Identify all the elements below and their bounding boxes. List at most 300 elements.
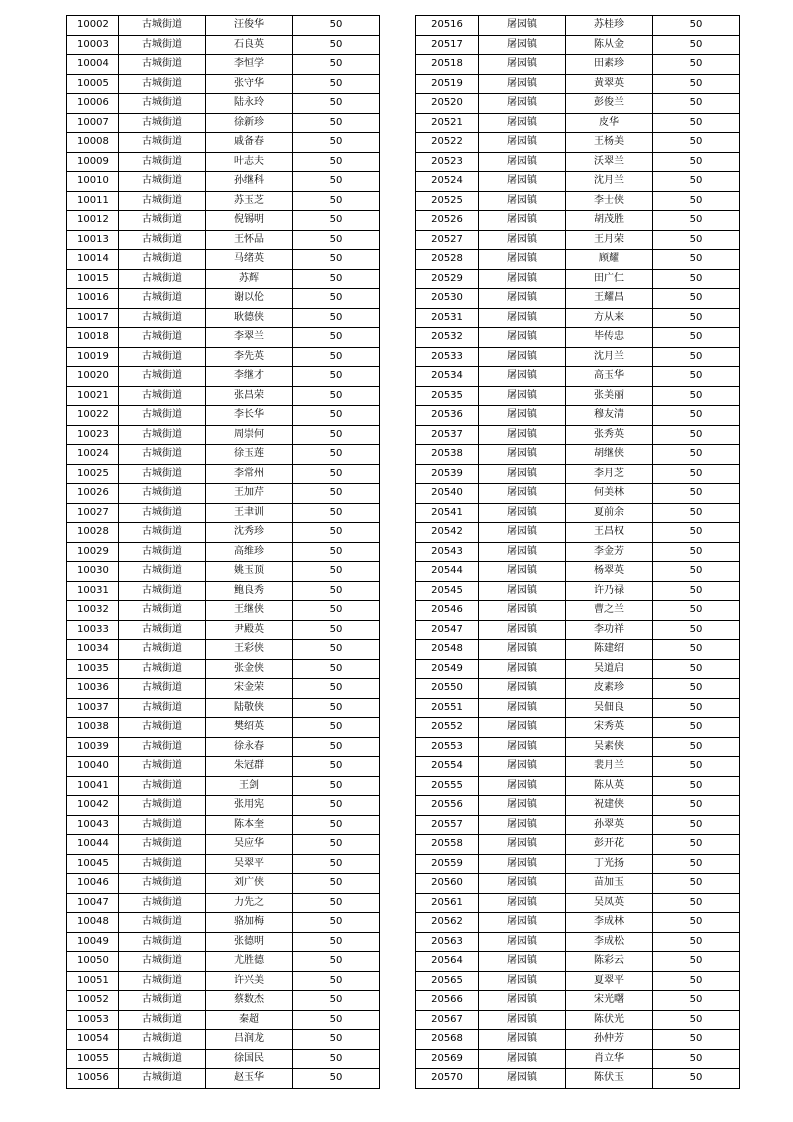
amount-cell: 50: [653, 425, 740, 445]
id-cell: 10043: [67, 815, 119, 835]
amount-cell: 50: [653, 815, 740, 835]
district-cell: 屠园镇: [479, 113, 566, 133]
id-cell: 20536: [416, 406, 479, 426]
district-cell: 屠园镇: [479, 250, 566, 270]
table-row: [67, 659, 380, 679]
district-cell: 古城街道: [119, 211, 206, 231]
id-cell: 10022: [67, 406, 119, 426]
district-cell: 古城街道: [119, 152, 206, 172]
table-row: [416, 269, 740, 289]
amount-cell: 50: [653, 971, 740, 991]
table-row: [416, 503, 740, 523]
table-row: [416, 893, 740, 913]
id-cell: 20531: [416, 308, 479, 328]
amount-cell: 50: [653, 913, 740, 933]
name-cell: 沈月兰: [566, 347, 653, 367]
district-cell: 古城街道: [119, 581, 206, 601]
name-cell: 王彩侠: [206, 640, 293, 660]
name-cell: 陈从金: [566, 35, 653, 55]
name-cell: 何美林: [566, 484, 653, 504]
name-cell: 鲍良秀: [206, 581, 293, 601]
district-cell: 屠园镇: [479, 815, 566, 835]
district-cell: 屠园镇: [479, 679, 566, 699]
id-cell: 10023: [67, 425, 119, 445]
table-row: [416, 542, 740, 562]
amount-cell: 50: [293, 289, 380, 309]
amount-cell: 50: [293, 172, 380, 192]
district-cell: 古城街道: [119, 328, 206, 348]
id-cell: 20533: [416, 347, 479, 367]
table-row: [416, 679, 740, 699]
id-cell: 10005: [67, 74, 119, 94]
id-cell: 20551: [416, 698, 479, 718]
table-row: [67, 971, 380, 991]
amount-cell: 50: [653, 328, 740, 348]
district-cell: 古城街道: [119, 1049, 206, 1069]
name-cell: 耿德侠: [206, 308, 293, 328]
id-cell: 20516: [416, 16, 479, 36]
name-cell: 李继才: [206, 367, 293, 387]
amount-cell: 50: [653, 269, 740, 289]
district-cell: 屠园镇: [479, 230, 566, 250]
name-cell: 宋秀英: [566, 718, 653, 738]
id-cell: 10030: [67, 562, 119, 582]
amount-cell: 50: [293, 1049, 380, 1069]
table-row: [67, 796, 380, 816]
table-row: [67, 386, 380, 406]
table-row: [67, 718, 380, 738]
table-row: [67, 776, 380, 796]
district-cell: 屠园镇: [479, 191, 566, 211]
table-row: [67, 1069, 380, 1089]
name-cell: 宋金荣: [206, 679, 293, 699]
table-row: [416, 386, 740, 406]
district-cell: 古城街道: [119, 172, 206, 192]
name-cell: 王聿训: [206, 503, 293, 523]
name-cell: 陈彩云: [566, 952, 653, 972]
table-row: [67, 445, 380, 465]
id-cell: 20539: [416, 464, 479, 484]
district-cell: 古城街道: [119, 308, 206, 328]
district-cell: 屠园镇: [479, 971, 566, 991]
name-cell: 姚玉顶: [206, 562, 293, 582]
district-cell: 古城街道: [119, 406, 206, 426]
table-row: [416, 718, 740, 738]
district-cell: 屠园镇: [479, 659, 566, 679]
table-row: [416, 776, 740, 796]
name-cell: 丁光扬: [566, 854, 653, 874]
amount-cell: 50: [653, 172, 740, 192]
table-row: [67, 679, 380, 699]
name-cell: 毕传忠: [566, 328, 653, 348]
id-cell: 10007: [67, 113, 119, 133]
id-cell: 20540: [416, 484, 479, 504]
amount-cell: 50: [653, 484, 740, 504]
name-cell: 张德明: [206, 932, 293, 952]
name-cell: 吴应华: [206, 835, 293, 855]
name-cell: 李恒学: [206, 55, 293, 75]
name-cell: 张守华: [206, 74, 293, 94]
name-cell: 李成林: [566, 913, 653, 933]
amount-cell: 50: [653, 581, 740, 601]
district-cell: 屠园镇: [479, 464, 566, 484]
table-row: [67, 113, 380, 133]
table-row: [67, 406, 380, 426]
name-cell: 顾耀: [566, 250, 653, 270]
table-row: [67, 835, 380, 855]
name-cell: 陈伏光: [566, 1010, 653, 1030]
table-row: [67, 347, 380, 367]
name-cell: 李长华: [206, 406, 293, 426]
district-cell: 古城街道: [119, 35, 206, 55]
table-row: [416, 133, 740, 153]
amount-cell: 50: [293, 328, 380, 348]
amount-cell: 50: [653, 835, 740, 855]
district-cell: 屠园镇: [479, 55, 566, 75]
name-cell: 方从来: [566, 308, 653, 328]
id-cell: 10037: [67, 698, 119, 718]
id-cell: 10013: [67, 230, 119, 250]
district-cell: 屠园镇: [479, 308, 566, 328]
id-cell: 20535: [416, 386, 479, 406]
id-cell: 10021: [67, 386, 119, 406]
id-cell: 10040: [67, 757, 119, 777]
amount-cell: 50: [293, 191, 380, 211]
district-cell: 屠园镇: [479, 796, 566, 816]
name-cell: 胡茂胜: [566, 211, 653, 231]
amount-cell: 50: [293, 913, 380, 933]
district-cell: 古城街道: [119, 230, 206, 250]
amount-cell: 50: [293, 620, 380, 640]
table-row: [416, 757, 740, 777]
amount-cell: 50: [293, 796, 380, 816]
table-row: [416, 659, 740, 679]
district-cell: 古城街道: [119, 74, 206, 94]
name-cell: 李金芳: [566, 542, 653, 562]
amount-cell: 50: [293, 113, 380, 133]
district-cell: 古城街道: [119, 640, 206, 660]
amount-cell: 50: [293, 269, 380, 289]
amount-cell: 50: [293, 698, 380, 718]
district-cell: 古城街道: [119, 796, 206, 816]
id-cell: 10004: [67, 55, 119, 75]
district-cell: 古城街道: [119, 1030, 206, 1050]
table-row: [416, 445, 740, 465]
table-row: [67, 328, 380, 348]
table-row: [416, 913, 740, 933]
amount-cell: 50: [293, 932, 380, 952]
amount-cell: 50: [293, 971, 380, 991]
id-cell: 20518: [416, 55, 479, 75]
district-cell: 古城街道: [119, 971, 206, 991]
amount-cell: 50: [653, 211, 740, 231]
district-cell: 屠园镇: [479, 854, 566, 874]
table-row: [67, 620, 380, 640]
name-cell: 吴凤英: [566, 893, 653, 913]
table-row: [416, 55, 740, 75]
name-cell: 吴翠平: [206, 854, 293, 874]
id-cell: 20566: [416, 991, 479, 1011]
table-row: [67, 211, 380, 231]
district-cell: 古城街道: [119, 94, 206, 114]
table-row: [416, 1030, 740, 1050]
district-cell: 屠园镇: [479, 835, 566, 855]
name-cell: 田广仁: [566, 269, 653, 289]
amount-cell: 50: [293, 874, 380, 894]
id-cell: 20562: [416, 913, 479, 933]
district-cell: 屠园镇: [479, 367, 566, 387]
district-cell: 屠园镇: [479, 913, 566, 933]
table-row: [416, 191, 740, 211]
id-cell: 20568: [416, 1030, 479, 1050]
name-cell: 王昌权: [566, 523, 653, 543]
amount-cell: 50: [293, 94, 380, 114]
amount-cell: 50: [293, 640, 380, 660]
amount-cell: 50: [293, 367, 380, 387]
district-cell: 古城街道: [119, 542, 206, 562]
table-row: [67, 1049, 380, 1069]
name-cell: 孙翠英: [566, 815, 653, 835]
amount-cell: 50: [653, 16, 740, 36]
name-cell: 苏辉: [206, 269, 293, 289]
district-cell: 古城街道: [119, 425, 206, 445]
name-cell: 夏前余: [566, 503, 653, 523]
district-cell: 古城街道: [119, 484, 206, 504]
table-row: [416, 172, 740, 192]
amount-cell: 50: [293, 581, 380, 601]
amount-cell: 50: [653, 523, 740, 543]
district-cell: 屠园镇: [479, 484, 566, 504]
table-row: [416, 835, 740, 855]
name-cell: 戚备春: [206, 133, 293, 153]
name-cell: 张昌荣: [206, 386, 293, 406]
name-cell: 李功祥: [566, 620, 653, 640]
district-cell: 屠园镇: [479, 1049, 566, 1069]
table-row: [416, 328, 740, 348]
amount-cell: 50: [293, 406, 380, 426]
district-cell: 屠园镇: [479, 289, 566, 309]
district-cell: 古城街道: [119, 874, 206, 894]
amount-cell: 50: [653, 1049, 740, 1069]
name-cell: 王月荣: [566, 230, 653, 250]
district-cell: 屠园镇: [479, 640, 566, 660]
district-cell: 屠园镇: [479, 1010, 566, 1030]
amount-cell: 50: [293, 835, 380, 855]
table-row: [416, 94, 740, 114]
id-cell: 20538: [416, 445, 479, 465]
id-cell: 10015: [67, 269, 119, 289]
district-cell: 屠园镇: [479, 425, 566, 445]
id-cell: 20529: [416, 269, 479, 289]
amount-cell: 50: [653, 698, 740, 718]
amount-cell: 50: [653, 620, 740, 640]
amount-cell: 50: [653, 152, 740, 172]
id-cell: 20564: [416, 952, 479, 972]
id-cell: 10048: [67, 913, 119, 933]
table-row: [67, 191, 380, 211]
amount-cell: 50: [653, 230, 740, 250]
amount-cell: 50: [653, 796, 740, 816]
amount-cell: 50: [653, 113, 740, 133]
table-row: [67, 308, 380, 328]
amount-cell: 50: [653, 406, 740, 426]
table-row: [416, 347, 740, 367]
district-cell: 古城街道: [119, 776, 206, 796]
district-cell: 古城街道: [119, 893, 206, 913]
table-row: [416, 250, 740, 270]
name-cell: 叶志夫: [206, 152, 293, 172]
name-cell: 夏翠平: [566, 971, 653, 991]
amount-cell: 50: [653, 133, 740, 153]
id-cell: 10017: [67, 308, 119, 328]
district-cell: 屠园镇: [479, 406, 566, 426]
name-cell: 王继侠: [206, 601, 293, 621]
name-cell: 宋光曙: [566, 991, 653, 1011]
name-cell: 皮华: [566, 113, 653, 133]
amount-cell: 50: [293, 55, 380, 75]
table-row: [67, 152, 380, 172]
amount-cell: 50: [653, 503, 740, 523]
id-cell: 20553: [416, 737, 479, 757]
id-cell: 20528: [416, 250, 479, 270]
id-cell: 20534: [416, 367, 479, 387]
id-cell: 20527: [416, 230, 479, 250]
table-row: [67, 269, 380, 289]
id-cell: 20548: [416, 640, 479, 660]
name-cell: 吴素侠: [566, 737, 653, 757]
amount-cell: 50: [293, 815, 380, 835]
amount-cell: 50: [653, 1069, 740, 1089]
amount-cell: 50: [293, 679, 380, 699]
name-cell: 黄翠英: [566, 74, 653, 94]
id-cell: 10011: [67, 191, 119, 211]
amount-cell: 50: [293, 1030, 380, 1050]
district-cell: 古城街道: [119, 620, 206, 640]
table-row: [67, 542, 380, 562]
name-cell: 张金侠: [206, 659, 293, 679]
name-cell: 杨翠英: [566, 562, 653, 582]
amount-cell: 50: [293, 250, 380, 270]
id-cell: 10044: [67, 835, 119, 855]
district-cell: 古城街道: [119, 913, 206, 933]
district-cell: 古城街道: [119, 269, 206, 289]
amount-cell: 50: [653, 757, 740, 777]
table-row: [67, 133, 380, 153]
name-cell: 彭俊兰: [566, 94, 653, 114]
table-row: [416, 874, 740, 894]
table-row: [67, 289, 380, 309]
table-row: [67, 601, 380, 621]
amount-cell: 50: [653, 659, 740, 679]
amount-cell: 50: [653, 932, 740, 952]
id-cell: 10028: [67, 523, 119, 543]
id-cell: 10049: [67, 932, 119, 952]
id-cell: 10056: [67, 1069, 119, 1089]
amount-cell: 50: [653, 542, 740, 562]
name-cell: 李常州: [206, 464, 293, 484]
id-cell: 20563: [416, 932, 479, 952]
amount-cell: 50: [653, 191, 740, 211]
table-row: [67, 757, 380, 777]
table-row: [416, 698, 740, 718]
name-cell: 王杨美: [566, 133, 653, 153]
table-row: [416, 971, 740, 991]
id-cell: 10047: [67, 893, 119, 913]
id-cell: 10026: [67, 484, 119, 504]
table-row: [67, 932, 380, 952]
id-cell: 20524: [416, 172, 479, 192]
name-cell: 王剑: [206, 776, 293, 796]
id-cell: 20526: [416, 211, 479, 231]
table-row: [416, 230, 740, 250]
district-cell: 古城街道: [119, 718, 206, 738]
amount-cell: 50: [653, 854, 740, 874]
district-cell: 古城街道: [119, 854, 206, 874]
amount-cell: 50: [293, 133, 380, 153]
name-cell: 蔡数杰: [206, 991, 293, 1011]
district-cell: 屠园镇: [479, 74, 566, 94]
name-cell: 陈伏玉: [566, 1069, 653, 1089]
id-cell: 20560: [416, 874, 479, 894]
amount-cell: 50: [293, 503, 380, 523]
table-row: [416, 1069, 740, 1089]
name-cell: 李月芝: [566, 464, 653, 484]
amount-cell: 50: [293, 211, 380, 231]
id-cell: 10035: [67, 659, 119, 679]
name-cell: 孙继科: [206, 172, 293, 192]
district-cell: 古城街道: [119, 16, 206, 36]
id-cell: 10009: [67, 152, 119, 172]
district-cell: 屠园镇: [479, 542, 566, 562]
id-cell: 20517: [416, 35, 479, 55]
table-row: [67, 893, 380, 913]
amount-cell: 50: [293, 152, 380, 172]
district-cell: 屠园镇: [479, 503, 566, 523]
district-cell: 古城街道: [119, 445, 206, 465]
name-cell: 曹之兰: [566, 601, 653, 621]
amount-cell: 50: [293, 737, 380, 757]
amount-cell: 50: [293, 74, 380, 94]
table-row: [416, 16, 740, 36]
amount-cell: 50: [293, 893, 380, 913]
name-cell: 秦超: [206, 1010, 293, 1030]
id-cell: 10038: [67, 718, 119, 738]
name-cell: 张秀英: [566, 425, 653, 445]
district-cell: 屠园镇: [479, 386, 566, 406]
name-cell: 田素珍: [566, 55, 653, 75]
district-cell: 屠园镇: [479, 562, 566, 582]
id-cell: 10054: [67, 1030, 119, 1050]
district-cell: 屠园镇: [479, 328, 566, 348]
id-cell: 20544: [416, 562, 479, 582]
district-cell: 古城街道: [119, 991, 206, 1011]
id-cell: 20542: [416, 523, 479, 543]
district-cell: 古城街道: [119, 932, 206, 952]
id-cell: 10050: [67, 952, 119, 972]
name-cell: 沈秀珍: [206, 523, 293, 543]
id-cell: 20537: [416, 425, 479, 445]
district-cell: 古城街道: [119, 133, 206, 153]
right-roster-body: [416, 16, 740, 1089]
name-cell: 周崇何: [206, 425, 293, 445]
id-cell: 20541: [416, 503, 479, 523]
amount-cell: 50: [653, 679, 740, 699]
name-cell: 尤胜德: [206, 952, 293, 972]
district-cell: 屠园镇: [479, 952, 566, 972]
id-cell: 10031: [67, 581, 119, 601]
id-cell: 10012: [67, 211, 119, 231]
amount-cell: 50: [653, 35, 740, 55]
